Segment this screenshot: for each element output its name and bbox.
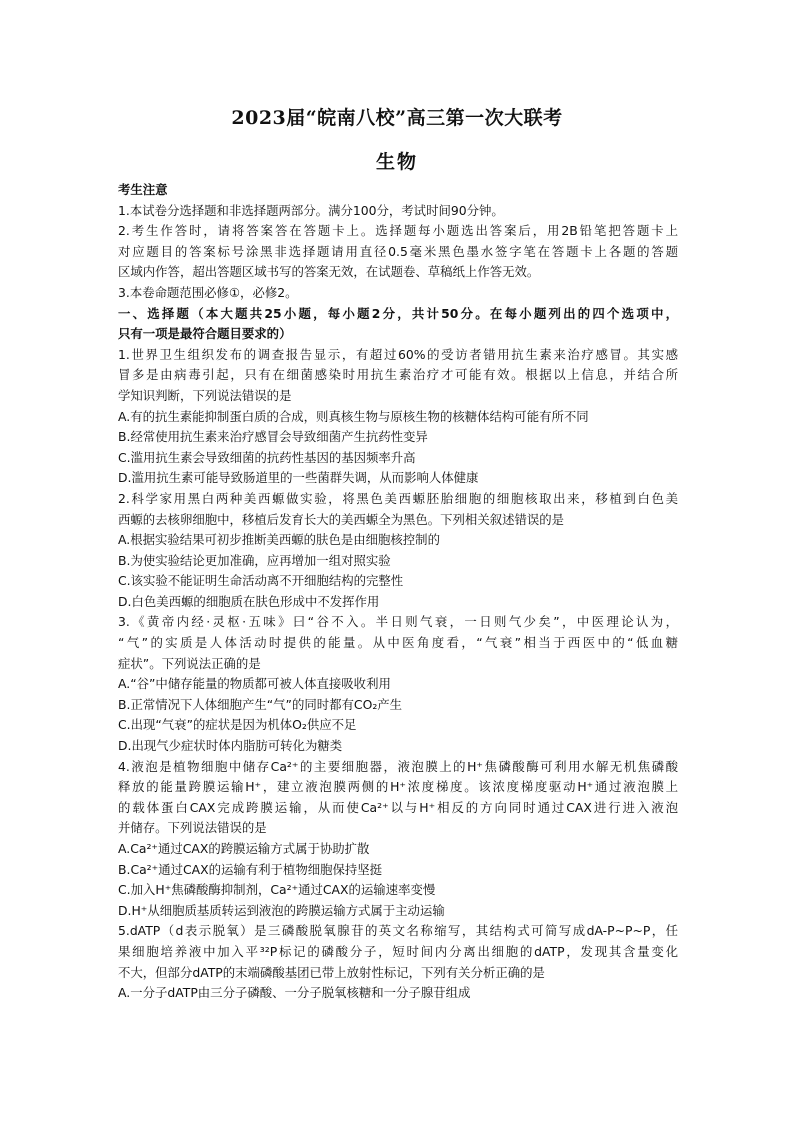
question-stem-line: 西螈的去核卵细胞中，移植后发育长大的美西螈全为黑色。下列相关叙述错误的是: [118, 511, 565, 527]
notice-heading: 考生注意: [118, 182, 168, 197]
question-1: [118, 345, 678, 489]
option-a: A.有的抗生素能抑制蛋白质的合成，则真核生物与原核生物的核糖体结构可能有所不同: [118, 408, 589, 424]
question-stem-line: 2.科学家用黑白两种美西螈做实验，将黑色美西螈胚胎细胞的细胞核取出来，移植到白色美: [118, 490, 678, 506]
option-c: C.出现“气衰”的症状是因为机体O₂供应不足: [118, 717, 357, 733]
option-b: B.正常情况下人体细胞产生“气”的同时都有CO₂产生: [118, 696, 403, 712]
question-stem-line: 果细胞培养液中加入平³²P标记的磷酸分子，短时间内分离出细胞的dATP，发现其含量变化: [118, 943, 678, 959]
question-stem-line: 不大，但部分dATP的末端磷酸基团已带上放射性标记，下列有关分析正确的是: [118, 964, 545, 980]
option-d: D.白色美西螈的细胞质在肤色形成中不发挥作用: [118, 593, 380, 609]
section-heading-line: 一、选择题（本大题共25小题，每小题2分，共计50分。在每小题列出的四个选项中，: [118, 305, 678, 321]
question-stem-line: 1.世界卫生组织发布的调查报告显示，有超过60%的受访者错用抗生素来治疗感冒。其实感: [118, 346, 678, 362]
notice-line: 区域内作答，超出答题区域书写的答案无效，在试题卷、草稿纸上作答无效。: [118, 264, 540, 280]
option-b: B.Ca²⁺通过CAX的运输有利于植物细胞保持坚挺: [118, 861, 383, 877]
notice-block: [118, 201, 678, 304]
question-stem-line: “气”的实质是人体活动时提供的能量。从中医角度看，“气衰”相当于西医中的“低血糖: [118, 635, 678, 651]
question-stem-line: 并储存。下列说法错误的是: [118, 820, 267, 836]
subject-title: 生物: [375, 151, 418, 173]
notice-line: 2.考生作答时，请将答案答在答题卡上。选择题每小题选出答案后，用2B铅笔把答题卡上: [118, 223, 678, 239]
section-heading: [118, 304, 678, 345]
option-a: A.根据实验结果可初步推断美西螈的肤色是由细胞核控制的: [118, 532, 440, 548]
exam-title: 2023届“皖南八校”高三第一次大联考: [231, 107, 563, 129]
question-stem-line: 冒多是由病毒引起，只有在细菌感染时用抗生素治疗才可能有效。根据以上信息，并结合所: [118, 367, 678, 383]
option-a: A.“谷”中储存能量的物质都可被人体直接吸收利用: [118, 676, 391, 692]
question-stem-line: 学知识判断，下列说法错误的是: [118, 387, 292, 403]
question-4: [118, 757, 678, 922]
option-a: A.一分子dATP由三分子磷酸、一分子脱氧核糖和一分子腺苷组成: [118, 985, 471, 1001]
option-d: D.H⁺从细胞质基质转运到液泡的跨膜运输方式属于主动运输: [118, 902, 445, 918]
option-b: B.为使实验结论更加准确，应再增加一组对照实验: [118, 552, 391, 568]
option-c: C.滥用抗生素会导致细菌的抗药性基因的基因频率升高: [118, 449, 416, 465]
option-b: B.经常使用抗生素来治疗感冒会导致细菌产生抗药性变异: [118, 429, 428, 445]
option-d: D.滥用抗生素可能导致肠道里的一些菌群失调，从而影响人体健康: [118, 470, 479, 486]
question-3: [118, 612, 678, 756]
option-a: A.Ca²⁺通过CAX的跨膜运输方式属于协助扩散: [118, 841, 370, 856]
question-stem-line: 3.《黄帝内经·灵枢·五味》曰“谷不入。半日则气衰，一日则气少矣”，中医理论认为，: [118, 614, 678, 630]
notice-line: 对应题目的答案标号涂黑非选择题请用直径0.5毫米黑色墨水签字笔在答题卡上各题的答题: [118, 243, 678, 259]
question-stem-line: 的载体蛋白CAX完成跨膜运输，从而使Ca²⁺以与H⁺相反的方向同时通过CAX进行进入液泡: [118, 799, 678, 815]
question-2: [118, 489, 678, 613]
question-5: [118, 921, 678, 1003]
option-c: C.加入H⁺焦磷酸酶抑制剂，Ca²⁺通过CAX的运输速率变慢: [118, 882, 436, 898]
question-stem-line: 4.液泡是植物细胞中储存Ca²⁺的主要细胞器，液泡膜上的H⁺焦磷酸酶可利用水解无机焦磷酸: [118, 758, 678, 774]
exam-body: [118, 180, 678, 1004]
notice-line: 1.本试卷分选择题和非选择题两部分。满分100分，考试时间90分钟。: [118, 202, 504, 218]
notice-line: 3.本卷命题范围必修①，必修2。: [118, 284, 298, 300]
question-stem-line: 5.dATP（d表示脱氧）是三磷酸脱氧腺苷的英文名称缩写，其结构式可简写成dA-P~P~P，任: [118, 923, 678, 939]
option-d: D.出现气少症状时体内脂肪可转化为糖类: [118, 738, 343, 754]
question-stem-line: 症状”。下列说法正确的是: [118, 655, 261, 671]
question-stem-line: 释放的能量跨膜运输H⁺，建立液泡膜两侧的H⁺浓度梯度。该浓度梯度驱动H⁺通过液泡膜上: [118, 779, 678, 795]
option-c: C.该实验不能证明生命活动离不开细胞结构的完整性: [118, 573, 404, 589]
section-heading-line: 只有一项是最符合题目要求的）: [118, 326, 292, 342]
